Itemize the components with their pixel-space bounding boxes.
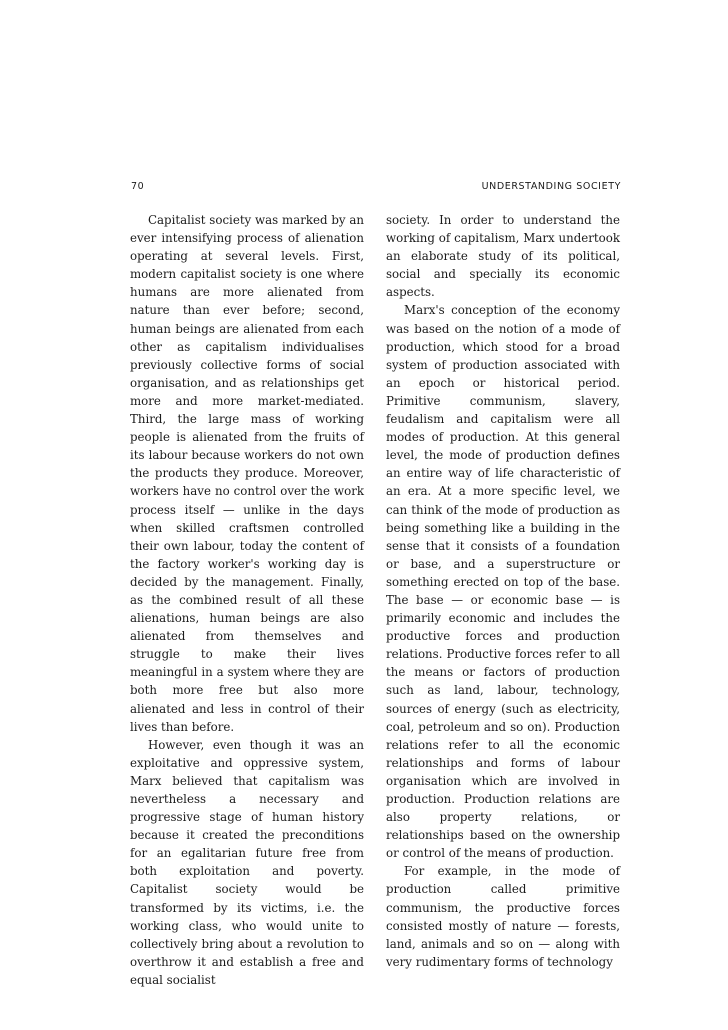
paragraph: Marx's conception of the economy was based on the notion of a mode of production, which stood for a broad system of production associated with an epoch or historical period. Primitive communism, slavery, feudalism and capitalism were all modes of production. At this general level, the mode of production defines an entire way of life characteristic of an era. At a more specific level, we can think of the mode of production as being something like a building in the sense that it consists of a foundation or base, and a superstructure or something erected on top of the base. The base — or economic base — is primarily economic and includes the productive forces and production relations. Productive forces refer to all the means or factors of production such as land, labour, technology, sources of energy (such as electricity, coal, petroleum and so on). Production relations refer to all the economic relationships and forms of labour organisation which are involved in production. Production relations are also property relations, or relationships based on the ownership or control of the means of production. (386, 303, 620, 861)
left-column (130, 211, 364, 989)
right-column (386, 211, 620, 971)
paragraph: However, even though it was an exploitative and oppressive system, Marx believed that capitalism was nevertheless a necessary and progressive stage of human history because it created the preconditions for an egalitarian future free from both exploitation and poverty. Capitalist society would be transformed by its victims, i.e. the working class, who would unite to collectively bring about a revolution to overthrow it and establish a free and equal socialist (130, 737, 364, 987)
page-header (131, 181, 621, 197)
running-head: UNDERSTANDING SOCIETY (481, 181, 621, 192)
paragraph: Capitalist society was marked by an ever intensifying process of alienation operating at several levels. First, modern capitalist society is one where humans are more alienated from nature than ever before; second, human beings are alienated from each other as capitalism individualises previously collective forms of social organisation, and as relationships get more and more market-mediated. Third, the large mass of working people is alienated from the fruits of its labour because workers do not own the products they produce. Moreover, workers have no control over the work process itself — unlike in the days when skilled craftsmen controlled their own labour, today the content of the factory worker's working day is decided by the management. Finally, as the combined result of all these alienations, human beings are also alienated from themselves and struggle to make their lives meaningful in a system where they are both more free but also more alienated and less in control of their lives than before. (130, 213, 364, 734)
paragraph: For example, in the mode of production called primitive communism, the productive forces consisted mostly of nature — forests, land, animals and so on — along with very rudimentary forms of technology (386, 864, 620, 969)
paragraph-continued: society. In order to understand the working of capitalism, Marx undertook an elaborate study of its political, social and specially its economic aspects. (386, 213, 620, 300)
page-number: 70 (131, 181, 145, 192)
